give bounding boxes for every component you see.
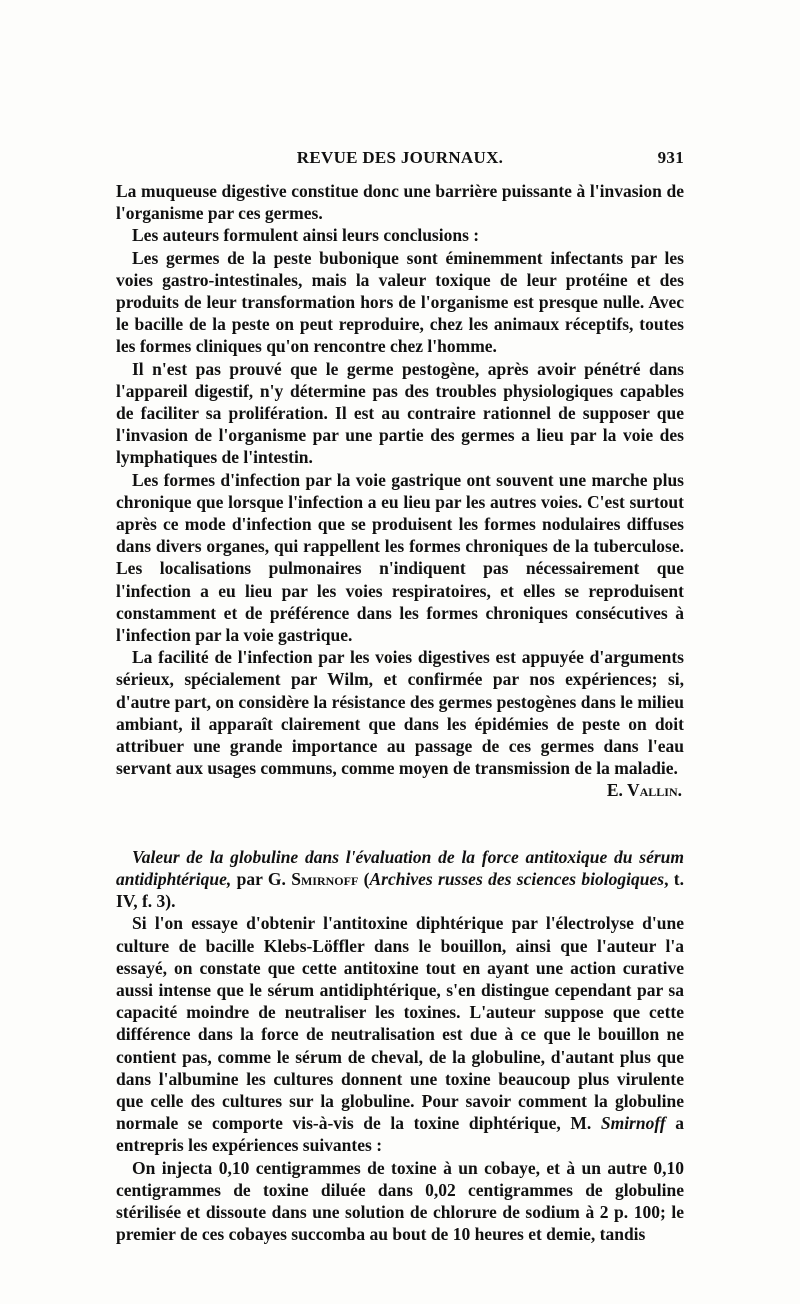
body-text [116, 180, 684, 1245]
paragraph: Les germes de la peste bubonique sont éminemment infectants par les voies gastro-intestinales, mais la valeur toxique de leur protéine et des produits de leur transformation hors de l'organisme est presque nulle. Avec le bacille de la peste on peut reproduire, chez les animaux réceptifs, toutes les formes cliniques qu'on rencontre chez l'homme. [116, 247, 684, 357]
author-signature: E. Vallin. [606, 780, 682, 801]
paragraph-author-name: Smirnoff [600, 1113, 666, 1134]
running-title: REVUE DES JOURNAUX. [296, 148, 504, 167]
paragraph-text-end: a entrepris les expériences suivantes : [116, 1113, 685, 1156]
paragraph: La muqueuse digestive constitue donc une barrière puissante à l'invasion de l'organisme par ces germes. [116, 181, 684, 224]
article-source: Archives russes des sciences biologiques [369, 868, 665, 889]
article-title [116, 846, 684, 913]
page-number: 931 [657, 148, 684, 167]
paragraph-text: Si l'on essaye d'obtenir l'antitoxine diphtérique par l'électrolyse d'une culture de bacille Klebs-Löffler dans le bouillon, ainsi que l'auteur l'a essayé, on constate que cette antitoxine tout en ayant une action curative aussi intense que le sérum antidiphtérique, s'en distingue cependant par sa capacité moindre de neutraliser les toxines. L'auteur suppose que cette différence dans la force de neutralisation est due à ce que le bouillon ne contient pas, comme le sérum de cheval, de la globuline, d'autant plus que dans l'albumine les cultures donnent une toxine beaucoup plus virulente que celle des cultures sur la globuline. Pour savoir comment la globuline normale se comporte vis-à-vis de la toxine diphtérique, M. [116, 913, 684, 1134]
article-author: Smirnoff [291, 868, 359, 889]
article-title-by: par G. [231, 868, 292, 889]
paragraph: La facilité de l'infection par les voies digestives est appuyée d'arguments sérieux, spécialement par Wilm, et confirmée par nos expériences; si, d'autre part, on considère la résistance des germes pestogènes dans le milieu ambiant, il apparaît clairement que dans les épidémies de peste on doit attribuer une grande importance au passage de ces germes dans l'eau servant aux usages communs, comme moyen de transmission de la maladie. [116, 647, 684, 779]
article-source-rest: , t. IV, f. 3). [116, 868, 685, 912]
paragraph: On injecta 0,10 centigrammes de toxine à un cobaye, et à un autre 0,10 centigrammes de toxine diluée dans 0,02 centigrammes de globuline stérilisée et dissoute dans une solution de chlorure de sodium à 2 p. 100; le premier de ces cobayes succomba au bout de 10 heures et demie, tandis [116, 1157, 684, 1245]
article-source-open: ( [358, 868, 370, 889]
article-title-italic: Valeur de la globuline dans l'évaluation de la force antitoxique du sérum antidiphtérique, [116, 846, 684, 889]
paragraph [116, 912, 684, 1156]
paragraph: Les auteurs formulent ainsi leurs conclusions : [132, 225, 480, 246]
paragraph: Il n'est pas prouvé que le germe pestogène, après avoir pénétré dans l'appareil digestif, n'y détermine pas des troubles physiologiques capables de faciliter sa prolifération. Il est au contraire rationnel de supposer que l'invasion de l'organisme par une partie des germes a lieu par la voie des lymphatiques de l'intestin. [116, 358, 684, 468]
signature-line [116, 779, 684, 801]
section-spacer [116, 802, 684, 846]
running-head [116, 148, 684, 172]
paragraph: Les formes d'infection par la voie gastrique ont souvent une marche plus chronique que lorsque l'infection a eu lieu par les autres voies. C'est surtout après ce mode d'infection que se produisent les formes nodulaires diffuses dans divers organes, qui rappellent les formes chroniques de la tuberculose. Les localisations pulmonaires n'indiquent pas nécessairement que l'infection a eu lieu par les voies respiratoires, et elles se reproduisent constamment et de préférence dans les formes chroniques consécutives à l'infection par la voie gastrique. [116, 469, 684, 646]
